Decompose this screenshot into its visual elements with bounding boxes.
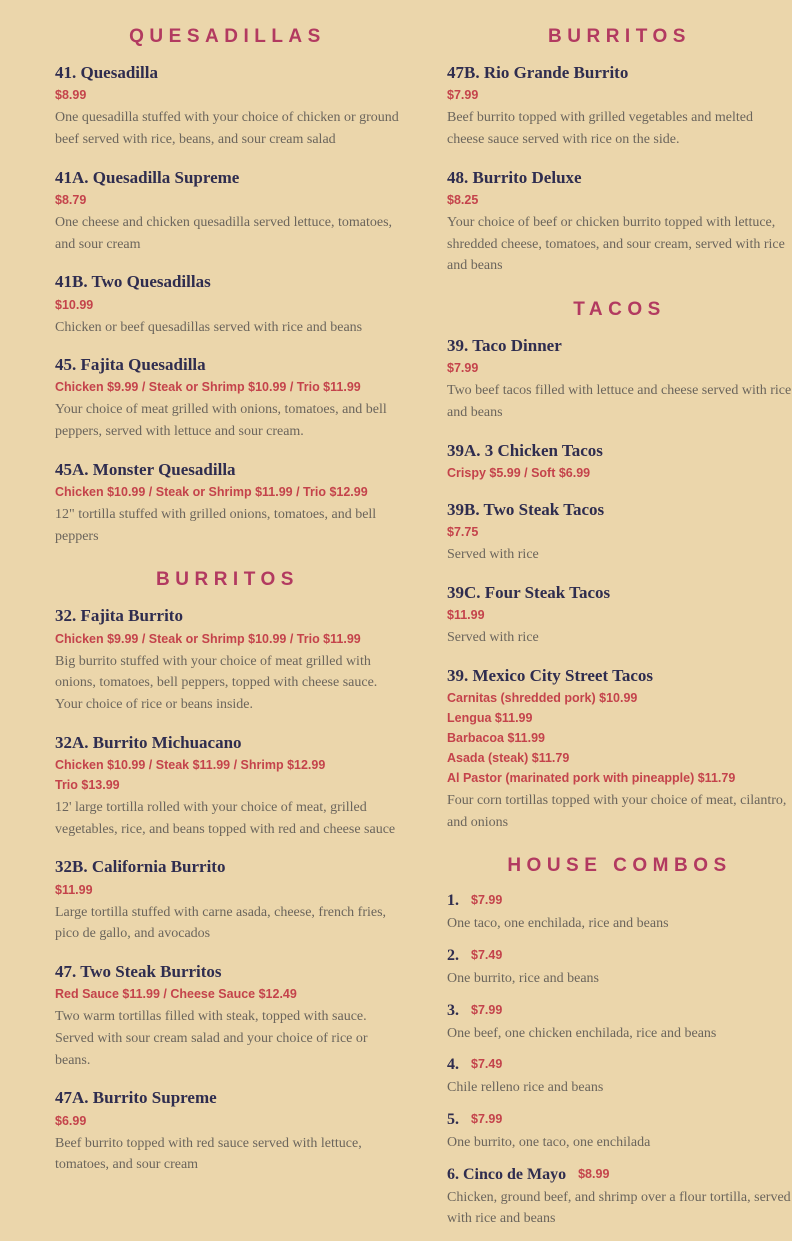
item-title: 39C. Four Steak Tacos [447,582,611,602]
menu-item-39c [447,582,792,649]
item-description: Four corn tortillas topped with your choice of meat, cilantro, and onions [447,792,787,830]
item-title: 39. Mexico City Street Tacos [447,665,654,685]
left-column [55,12,400,1241]
section-house-combos [447,855,792,1230]
menu-item-45a [55,459,400,548]
combo-price: $7.49 [471,948,503,962]
item-description: Two warm tortillas filled with steak, topped with sauce. Served with sour cream salad and your choice of rice or beans. [55,1009,368,1068]
item-title: 45A. Monster Quesadilla [55,459,236,479]
item-title: 47. Two Steak Burritos [55,962,222,981]
menu-item-41 [55,62,400,151]
item-price: $7.75 [447,525,479,540]
combo-header [447,891,792,911]
combo-item-3 [447,1001,792,1045]
item-title: 47B. Rio Grande Burrito [447,63,629,82]
item-price-variants: Trio $13.99 [55,778,120,792]
combo-price: $7.99 [471,1002,503,1017]
item-description: Beef burrito topped with grilled vegetables and melted cheese sauce served with rice on the side. [447,110,753,147]
section-tacos [447,299,792,833]
combo-number: 6. Cinco de Mayo [447,1165,567,1183]
combo-price: $8.99 [578,1166,610,1181]
section-heading-quesadillas: QUESADILLAS [129,26,326,47]
item-price: $11.99 [447,608,485,622]
combo-price: $7.49 [471,1057,503,1072]
menu-item-32b [55,856,400,945]
item-title: 41A. Quesadilla Supreme [55,167,240,187]
combo-number: 2. [447,947,459,964]
menu-item-39b [447,499,792,566]
item-description: One quesadilla stuffed with your choice of chicken or ground beef served with rice, beans, and sour cream salad [55,110,399,147]
item-title: 45. Fajita Quesadilla [55,355,206,375]
combo-description: One taco, one enchilada, rice and beans [447,916,669,932]
combo-header [447,946,792,966]
combo-price: $7.99 [471,893,503,908]
section-heading-tacos: TACOS [573,298,666,320]
item-description: 12" tortilla stuffed with grilled onions, tomatoes, and bell peppers [55,507,377,544]
menu-item-39-street-tacos [447,665,792,834]
item-description: One cheese and chicken quesadilla served lettuce, tomatoes, and sour cream [55,214,393,252]
item-price: $10.99 [55,297,94,312]
combo-header [447,1055,792,1075]
item-price: $7.99 [447,361,479,376]
combo-item-4 [447,1055,792,1099]
item-description: Two beef tacos filled with lettuce and cheese served with rice and beans [447,383,792,420]
item-description: Chicken or beef quesadillas served with rice and beans [55,319,363,335]
combo-item-1 [447,891,792,935]
item-title: 32A. Burrito Michuacano [55,732,242,752]
item-title: 41B. Two Quesadillas [55,272,211,292]
menu-item-41a [55,167,400,256]
combo-header [447,1001,792,1021]
item-title: 41. Quesadilla [55,63,158,82]
combo-price: $7.99 [471,1112,503,1127]
item-title: 47A. Burrito Supreme [55,1088,217,1108]
item-price-variants: Chicken $9.99 / Steak or Shrimp $10.99 / Trio $11.99 [55,380,361,395]
menu-item-39a [447,440,792,483]
menu-item-47 [55,961,400,1071]
item-title: 39A. 3 Chicken Tacos [447,440,603,460]
section-heading-house-combos: HOUSE COMBOS [507,855,732,877]
item-price-variants: Al Pastor (marinated pork with pineapple) $11.79 [447,770,736,785]
combo-item-6-cinco-de-mayo [447,1165,792,1230]
combo-item-5 [447,1110,792,1154]
combo-number: 4. [447,1056,459,1074]
combo-number: 5. [447,1111,459,1129]
item-title: 39. Taco Dinner [447,335,562,355]
section-heading-burritos-left: BURRITOS [156,569,299,591]
menu-item-47b [447,62,792,151]
item-price-variants: Carnitas (shredded pork) $10.99 [447,690,638,705]
item-title: 39B. Two Steak Tacos [447,499,605,519]
item-price: $11.99 [55,882,93,897]
menu-item-39 [447,335,792,424]
menu-item-32a [55,732,400,841]
combo-description: Chile relleno rice and beans [447,1080,604,1096]
item-price: $8.79 [55,192,87,207]
item-price-variants: Red Sauce $11.99 / Cheese Sauce $12.49 [55,987,297,1002]
section-burritos-right [447,26,792,277]
combo-number: 1. [447,892,459,910]
item-title: 32. Fajita Burrito [55,606,183,626]
item-price-variants: Lengua $11.99 [447,710,533,725]
section-quesadillas [55,26,400,547]
item-description: Your choice of meat grilled with onions, tomatoes, and bell peppers, served with lettuce and sour cream. [55,402,387,440]
section-burritos-left [55,569,400,1176]
item-price-variants: Barbacoa $11.99 [447,730,545,745]
combo-header [447,1110,792,1130]
item-price-variants: Chicken $9.99 / Steak or Shrimp $10.99 / Trio $11.99 [55,631,361,646]
item-description: Beef burrito topped with red sauce served with lettuce, tomatoes, and sour cream [55,1135,362,1173]
item-price-variants: Crispy $5.99 / Soft $6.99 [447,465,591,480]
item-description: Served with rice [447,630,539,645]
item-description: Big burrito stuffed with your choice of meat grilled with onions, tomatoes, bell peppers, topped with cheese sauce. Your choice of rice or beans inside. [55,653,378,713]
section-heading-burritos-right: BURRITOS [548,26,691,47]
item-price-variants: Chicken $10.99 / Steak or Shrimp $11.99 / Trio $12.99 [55,485,368,500]
item-price: $6.99 [55,1113,87,1128]
combo-description: Chicken, ground beef, and shrimp over a flour tortilla, served with rice and beans [447,1189,791,1227]
item-price-variants: Chicken $10.99 / Steak $11.99 / Shrimp $12.99 [55,758,326,772]
menu-item-45 [55,354,400,443]
menu-item-48 [447,167,792,277]
item-price-variants: Asada (steak) $11.79 [447,750,570,765]
item-description: Large tortilla stuffed with carne asada, cheese, french fries, pico de gallo, and avocados [55,904,387,942]
menu-item-47a [55,1087,400,1176]
item-price: $8.25 [447,192,479,207]
right-column [447,12,792,1241]
combo-item-2 [447,946,792,990]
menu-item-41b [55,271,400,338]
item-title: 32B. California Burrito [55,857,226,877]
item-price: $7.99 [447,88,479,103]
combo-description: One beef, one chicken enchilada, rice and beans [447,1025,717,1041]
combo-number: 3. [447,1001,459,1019]
item-description: 12' large tortilla rolled with your choice of meat, grilled vegetables, rice, and beans topped with red and cheese sauce [55,800,396,837]
item-title: 48. Burrito Deluxe [447,167,582,187]
combo-description: One burrito, rice and beans [447,971,599,986]
combo-description: One burrito, one taco, one enchilada [447,1135,651,1151]
item-description: Served with rice [447,547,539,563]
menu-item-32 [55,605,400,715]
combo-header [447,1165,792,1185]
item-price: $8.99 [55,88,87,103]
item-description: Your choice of beef or chicken burrito topped with lettuce, shredded cheese, tomatoes, and sour cream, served with rice and beans [447,214,785,274]
